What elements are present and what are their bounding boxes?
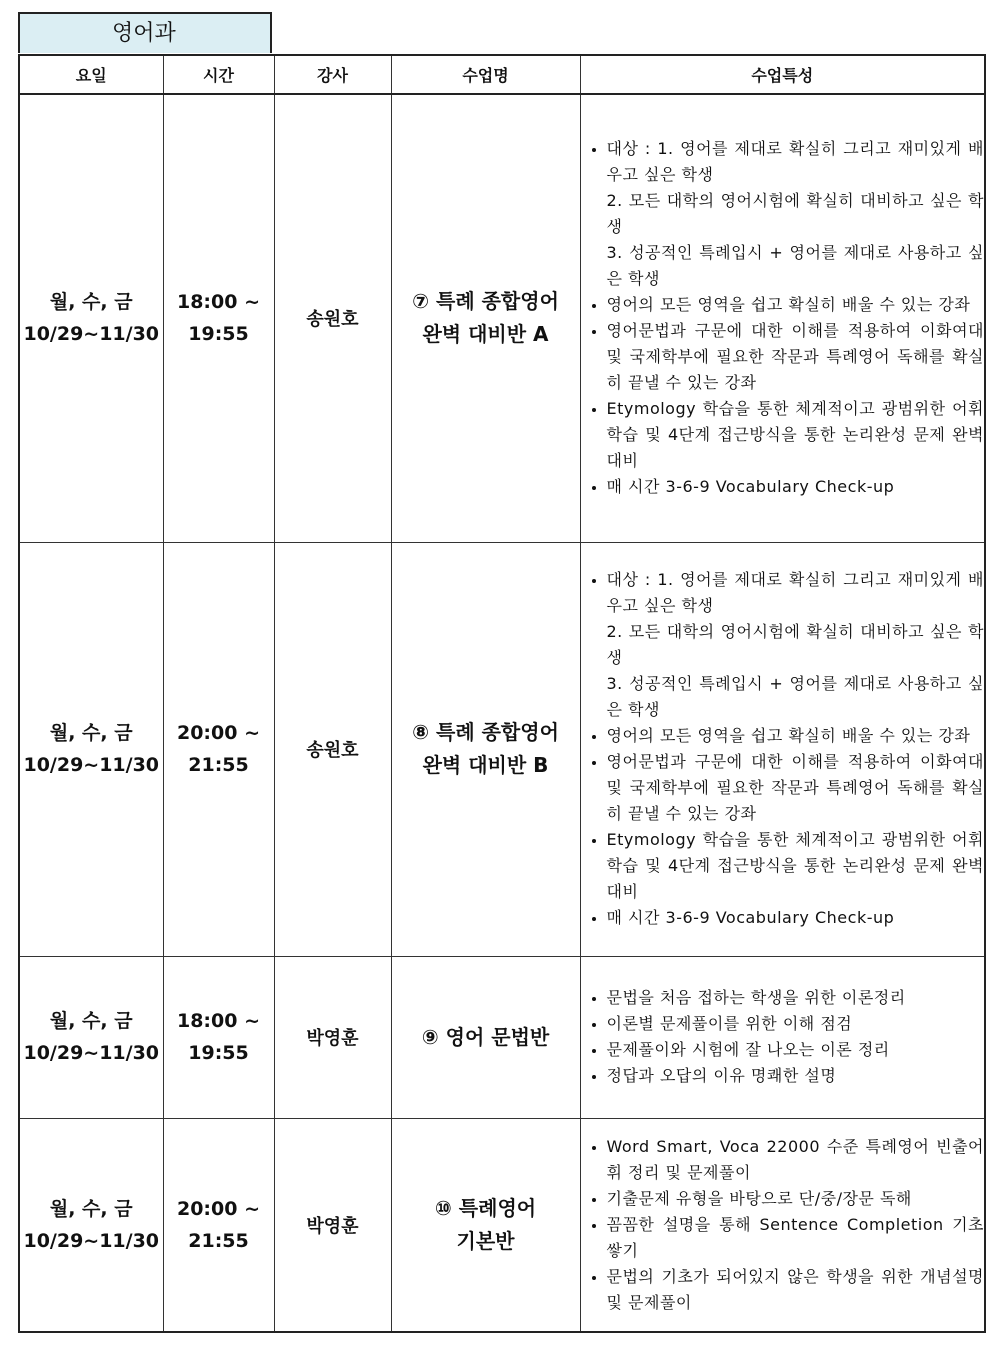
feature-item: • 매 시간 3-6-9 Vocabulary Check-up bbox=[607, 474, 985, 500]
instructor-cell: 송원호 bbox=[274, 542, 391, 956]
course-name-line2: 완벽 대비반 B bbox=[422, 753, 549, 777]
header-course: 수업명 bbox=[391, 55, 580, 94]
dates-text: 10/29~11/30 bbox=[23, 754, 160, 776]
dates-text: 10/29~11/30 bbox=[23, 323, 160, 346]
features-cell bbox=[580, 542, 985, 956]
time-start: 18:00 ~ bbox=[176, 1010, 260, 1032]
feature-item: • 정답과 오답의 이유 명쾌한 설명 bbox=[607, 1063, 985, 1089]
department-title: 영어과 bbox=[18, 12, 272, 53]
feature-item: • 문법의 기초가 되어있지 않은 학생을 위한 개념설명 및 문제풀이 bbox=[607, 1264, 985, 1316]
time-end: 19:55 bbox=[188, 323, 249, 346]
feature-item: • 꼼꼼한 설명을 통해 Sentence Completion 기초 쌓기 bbox=[607, 1212, 985, 1264]
course-cell bbox=[391, 94, 580, 542]
feature-item: • Etymology 학습을 통한 체계적이고 광범위한 어휘 학습 및 4단계 접근방식을 통한 논리완성 문제 완벽 대비 bbox=[607, 827, 985, 905]
time-cell bbox=[163, 1118, 274, 1332]
time-start: 20:00 ~ bbox=[176, 1197, 260, 1220]
course-name-line1: ⑩ 특례영어 bbox=[434, 1195, 537, 1220]
days-text: 월, 수, 금 bbox=[49, 291, 133, 314]
time-cell bbox=[163, 542, 274, 956]
features-cell bbox=[580, 94, 985, 542]
feature-text: 대상 : 1. 영어를 제대로 확실히 그리고 재미있게 배우고 싶은 학생 bbox=[606, 139, 984, 185]
feature-item: • 문법을 처음 접하는 학생을 위한 이론정리 bbox=[607, 985, 985, 1011]
dates-text: 10/29~11/30 bbox=[23, 1229, 160, 1252]
table-row bbox=[19, 94, 985, 542]
time-start: 20:00 ~ bbox=[176, 722, 260, 744]
day-cell bbox=[19, 94, 163, 542]
feature-item: • Etymology 학습을 통한 체계적이고 광범위한 어휘 학습 및 4단계 접근방식을 통한 논리완성 문제 완벽 대비 bbox=[607, 396, 985, 474]
header-time: 시간 bbox=[163, 55, 274, 94]
feature-item bbox=[607, 136, 985, 292]
course-name-line1: ⑦ 특례 종합영어 bbox=[412, 289, 559, 314]
features-list bbox=[581, 985, 985, 1089]
day-cell bbox=[19, 956, 163, 1118]
feature-text: 2. 모든 대학의 영어시험에 확실히 대비하고 싶은 학생 bbox=[606, 191, 984, 237]
feature-item: • 영어문법과 구문에 대한 이해를 적용하여 이화여대 및 국제학부에 필요한 작문과 특례영어 독해를 확실히 끝낼 수 있는 강좌 bbox=[607, 318, 985, 396]
time-end: 21:55 bbox=[188, 1229, 249, 1252]
instructor-cell: 박영훈 bbox=[274, 1118, 391, 1332]
days-text: 월, 수, 금 bbox=[49, 722, 133, 744]
course-name-line2: 완벽 대비반 A bbox=[422, 322, 549, 347]
days-text: 월, 수, 금 bbox=[49, 1010, 133, 1032]
dates-text: 10/29~11/30 bbox=[23, 1042, 160, 1064]
course-name-line1: ⑧ 특례 종합영어 bbox=[412, 720, 559, 744]
table-header-row bbox=[19, 55, 985, 94]
feature-item: • 영어의 모든 영역을 쉽고 확실히 배울 수 있는 강좌 bbox=[607, 292, 985, 318]
instructor-cell: 송원호 bbox=[274, 94, 391, 542]
instructor-cell: 박영훈 bbox=[274, 956, 391, 1118]
feature-item: • Word Smart, Voca 22000 수준 특례영어 빈출어휘 정리 및 문제풀이 bbox=[607, 1134, 985, 1186]
day-cell bbox=[19, 542, 163, 956]
feature-item: • 매 시간 3-6-9 Vocabulary Check-up bbox=[607, 905, 985, 931]
course-cell bbox=[391, 542, 580, 956]
time-cell bbox=[163, 956, 274, 1118]
features-list bbox=[581, 1134, 985, 1316]
feature-item: • 영어의 모든 영역을 쉽고 확실히 배울 수 있는 강좌 bbox=[607, 723, 985, 749]
time-start: 18:00 ~ bbox=[176, 291, 260, 314]
course-name-line2: 기본반 bbox=[456, 1228, 515, 1253]
feature-item bbox=[607, 567, 985, 723]
days-text: 월, 수, 금 bbox=[49, 1197, 133, 1220]
course-name-line1: ⑨ 영어 문법반 bbox=[421, 1024, 550, 1049]
feature-item: • 기출문제 유형을 바탕으로 단/중/장문 독해 bbox=[607, 1186, 985, 1212]
schedule-table bbox=[18, 54, 986, 1333]
table-row bbox=[19, 1118, 985, 1332]
header-features: 수업특성 bbox=[580, 55, 985, 94]
table-row bbox=[19, 542, 985, 956]
feature-item: • 문제풀이와 시험에 잘 나오는 이론 정리 bbox=[607, 1037, 985, 1063]
feature-item: • 영어문법과 구문에 대한 이해를 적용하여 이화여대 및 국제학부에 필요한 작문과 특례영어 독해를 확실히 끝낼 수 있는 강좌 bbox=[607, 749, 985, 827]
day-cell bbox=[19, 1118, 163, 1332]
features-cell bbox=[580, 1118, 985, 1332]
course-cell bbox=[391, 956, 580, 1118]
time-cell bbox=[163, 94, 274, 542]
feature-text: 3. 성공적인 특례입시 + 영어를 제대로 사용하고 싶은 학생 bbox=[606, 243, 984, 289]
header-instructor: 강사 bbox=[274, 55, 391, 94]
time-end: 19:55 bbox=[188, 1042, 249, 1064]
header-day: 요일 bbox=[19, 55, 163, 94]
time-end: 21:55 bbox=[188, 754, 249, 776]
table-row bbox=[19, 956, 985, 1118]
features-list bbox=[581, 567, 985, 931]
features-cell bbox=[580, 956, 985, 1118]
feature-text: 대상 : 1. 영어를 제대로 확실히 그리고 재미있게 배우고 싶은 학생 bbox=[606, 570, 984, 615]
features-list bbox=[581, 136, 985, 500]
course-cell bbox=[391, 1118, 580, 1332]
feature-text: 3. 성공적인 특례입시 + 영어를 제대로 사용하고 싶은 학생 bbox=[606, 674, 984, 719]
feature-item: • 이론별 문제풀이를 위한 이해 점검 bbox=[607, 1011, 985, 1037]
feature-text: 2. 모든 대학의 영어시험에 확실히 대비하고 싶은 학생 bbox=[606, 622, 984, 667]
